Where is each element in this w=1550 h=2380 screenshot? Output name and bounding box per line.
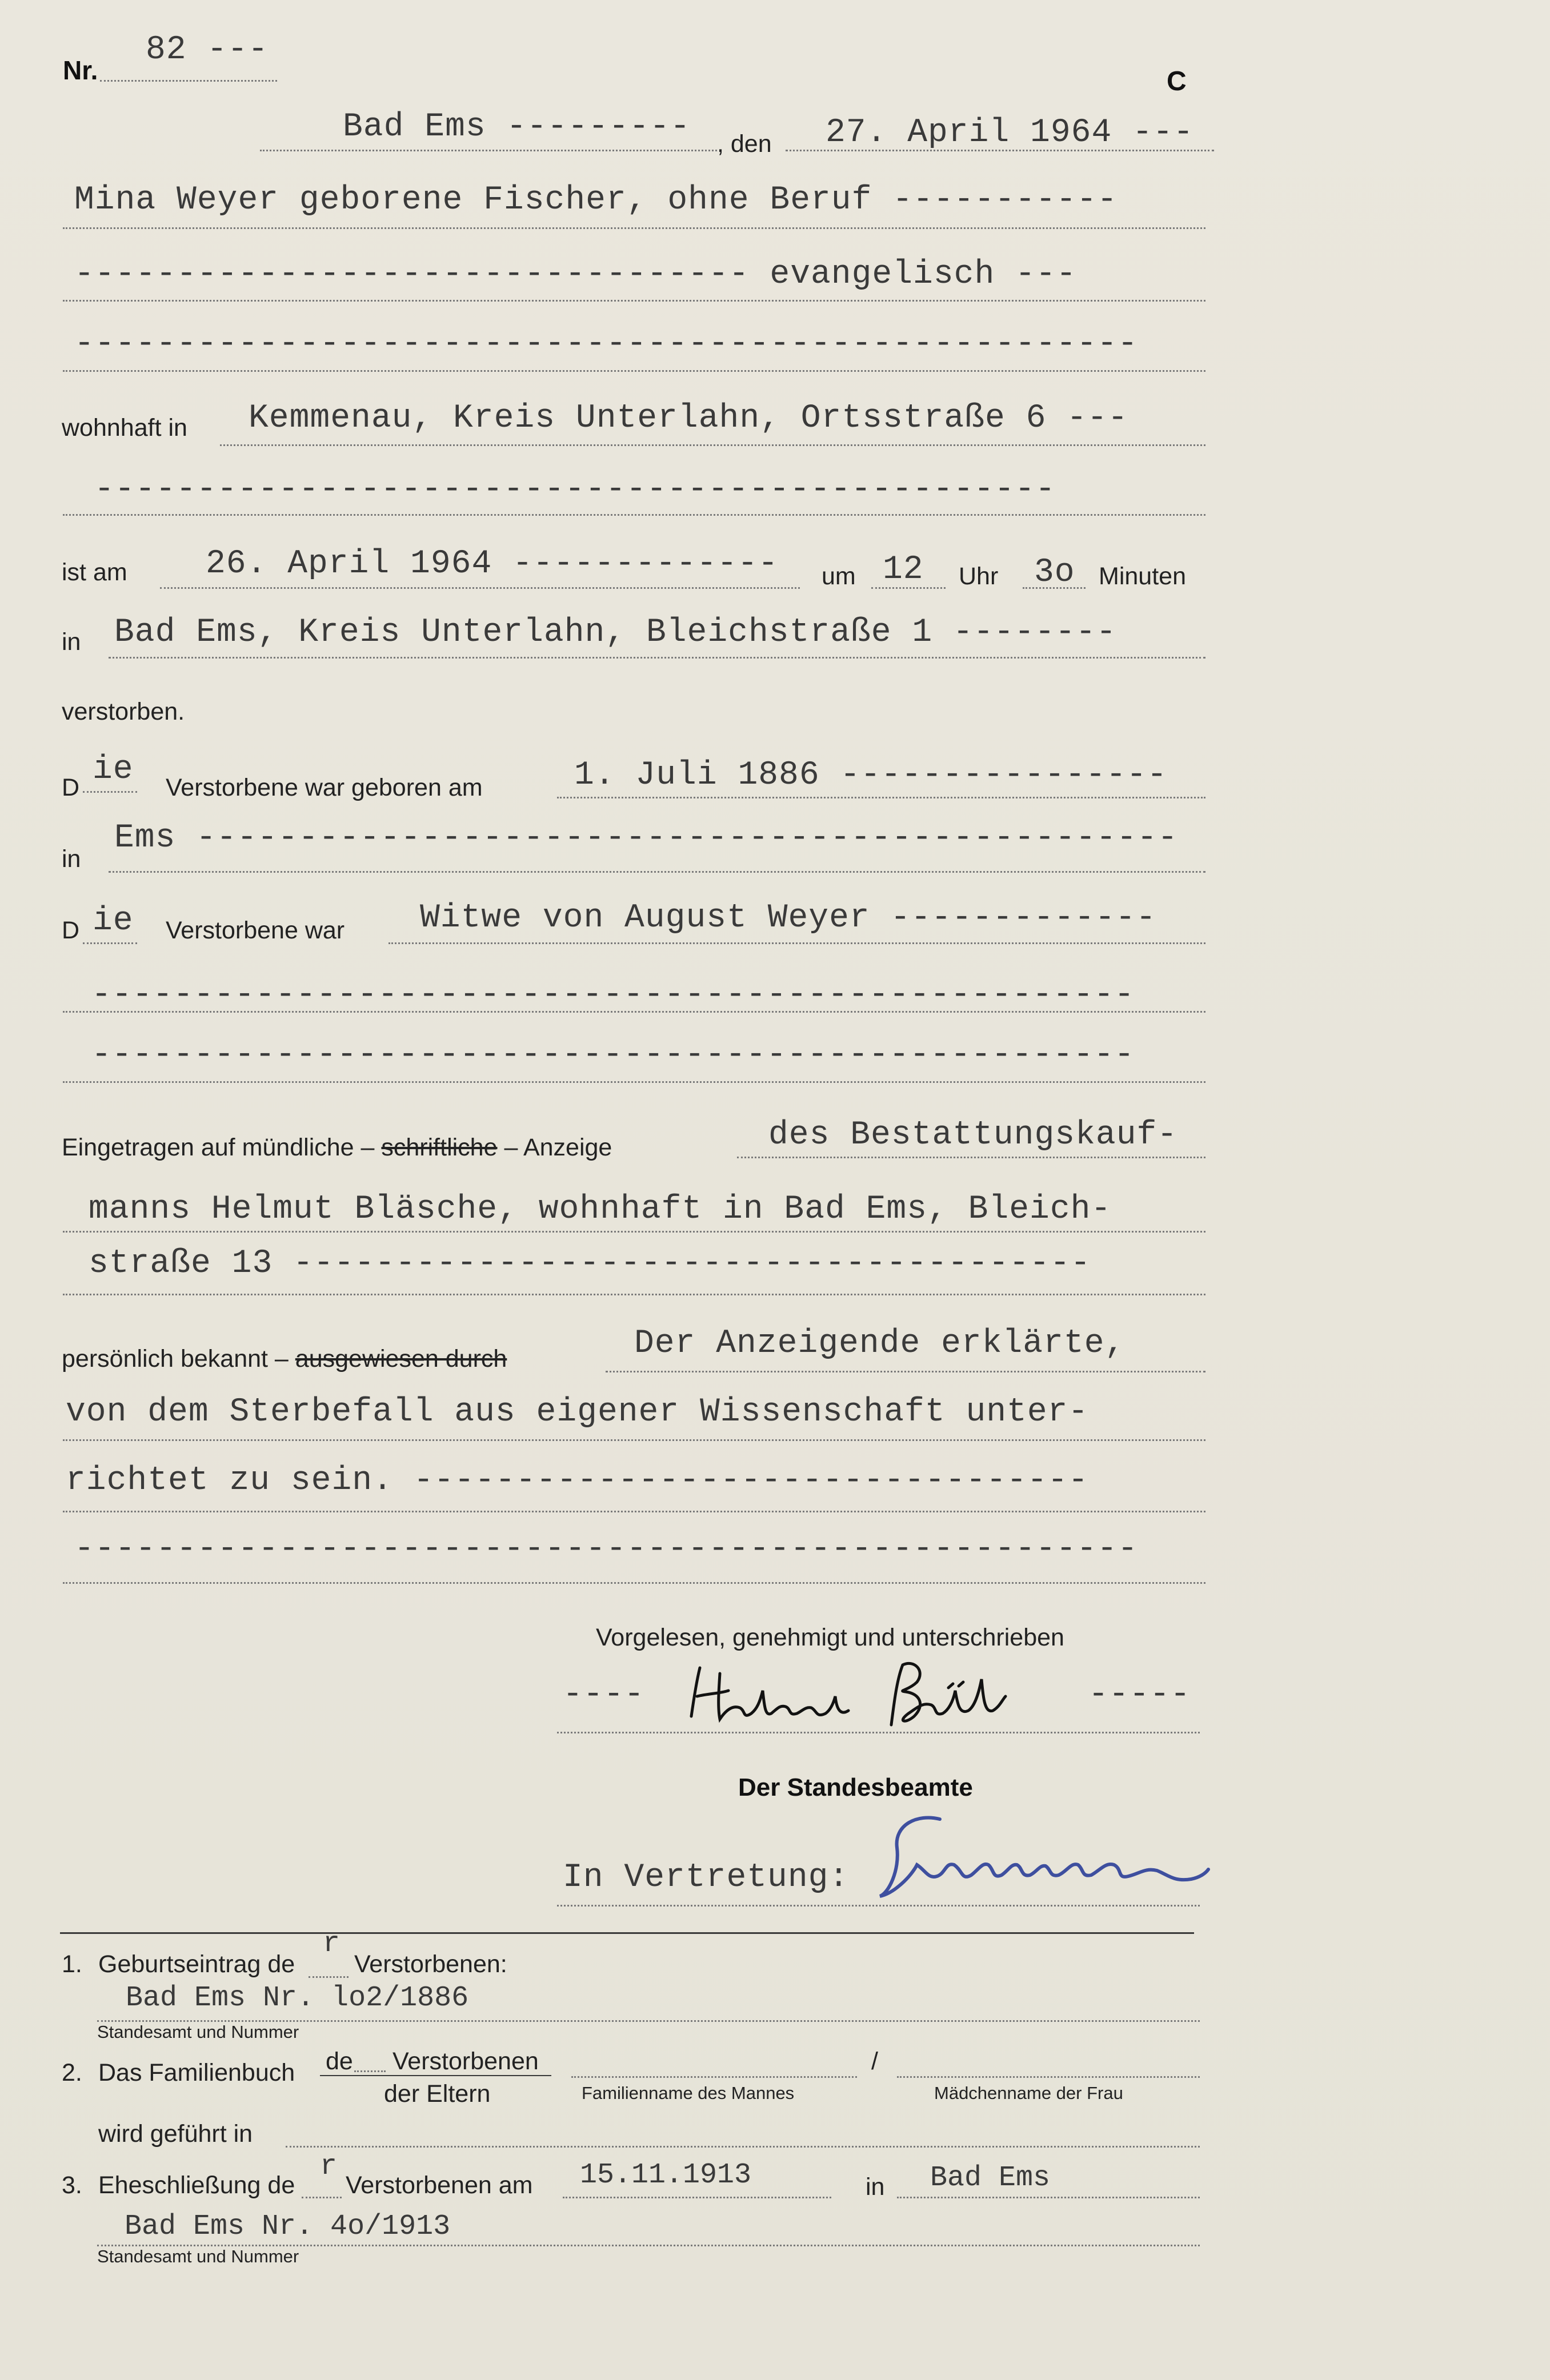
dotted-line	[557, 1905, 1200, 1907]
marital-d-fill: ie	[93, 902, 134, 940]
dotted-line	[897, 2076, 1200, 2078]
death-place-label: in	[62, 628, 81, 656]
registration-label-start: Eingetragen auf mündliche –	[62, 1134, 375, 1161]
de-verstorbenen: Verstorbenen	[392, 2048, 539, 2075]
religion-line: --------------------------------- evangelisch ---	[74, 256, 1077, 293]
dotted-line	[557, 797, 1205, 798]
de-label: de	[326, 2048, 353, 2075]
dotted-line	[63, 1582, 1205, 1584]
dotted-line	[737, 1157, 1205, 1158]
death-minutes: 3o	[1034, 554, 1075, 591]
dotted-line	[63, 370, 1205, 372]
birth-place-label: in	[62, 845, 81, 873]
death-place: Bad Ems, Kreis Unterlahn, Bleichstraße 1 --------	[114, 614, 1117, 651]
den-label: , den	[717, 130, 772, 158]
death-date: 26. April 1964 -------------	[206, 545, 779, 583]
dotted-line	[354, 2070, 386, 2072]
marriage-fill: r	[320, 2150, 338, 2183]
read-approved-label: Vorgelesen, genehmigt und unterschrieben	[596, 1624, 1064, 1651]
deceased-name-line: Mina Weyer geborene Fischer, ohne Beruf -----------	[74, 182, 1118, 219]
dotted-line	[63, 1231, 1205, 1233]
declaration-line-1: Der Anzeigende erklärte,	[634, 1325, 1126, 1362]
marital-filler-1: ---------------------------------------------------	[91, 977, 1135, 1014]
dotted-line	[606, 1371, 1205, 1372]
dotted-line	[63, 1081, 1205, 1083]
place-of-registration: Bad Ems ---------	[343, 109, 691, 146]
nr-label: Nr.	[63, 55, 98, 85]
kept-in-label: wird geführt in	[98, 2120, 253, 2148]
dotted-line	[63, 227, 1205, 229]
marital-status: Witwe von August Weyer -------------	[420, 900, 1157, 937]
residence: Kemmenau, Kreis Unterlahn, Ortsstraße 6 ---	[249, 400, 1128, 437]
footer-rule	[60, 1932, 1194, 1934]
known-struck: ausgewiesen durch	[295, 1345, 507, 1372]
birth-place: Ems ------------------------------------------------	[114, 820, 1178, 857]
birth-text: Verstorbene war geboren am	[166, 774, 483, 801]
dotted-line	[871, 587, 946, 589]
uhr-label: Uhr	[959, 563, 999, 590]
marital-d-label: D	[62, 917, 80, 944]
slash-separator: /	[871, 2048, 878, 2075]
family-book-label: Das Familienbuch	[98, 2059, 295, 2086]
declaration-line-2: von dem Sterbefall aus eigener Wissenschaft unter-	[66, 1394, 1089, 1431]
verstorben-label: verstorben.	[62, 698, 185, 725]
declaration-filler: ----------------------------------------------------	[74, 1531, 1138, 1568]
note-3-number: 3.	[62, 2172, 82, 2199]
dotted-line	[557, 1732, 1200, 1733]
birth-date: 1. Juli 1886 ----------------	[574, 757, 1168, 794]
maiden-name-label: Mädchenname der Frau	[934, 2083, 1123, 2103]
birth-entry-fill: r	[323, 1928, 341, 1960]
minuten-label: Minuten	[1099, 563, 1186, 590]
deputy-label: In Vertretung:	[563, 1859, 850, 1896]
informant-line-1: des Bestattungskauf-	[768, 1117, 1178, 1154]
office-number-label: Standesamt und Nummer	[97, 2022, 299, 2042]
dotted-line	[83, 942, 137, 944]
dotted-line	[63, 1294, 1205, 1295]
marriage-label-end: Verstorbenen am	[346, 2172, 533, 2199]
official-title: Der Standesbeamte	[738, 1773, 973, 1801]
husband-surname-label: Familienname des Mannes	[582, 2083, 795, 2103]
fraction-rule	[320, 2075, 551, 2076]
office-number-label-2: Standesamt und Nummer	[97, 2246, 299, 2266]
note-2-number: 2.	[62, 2059, 82, 2086]
dotted-line	[63, 300, 1205, 302]
registration-struck: schriftliche	[381, 1134, 498, 1161]
informant-line-2: manns Helmut Bläsche, wohnhaft in Bad Ems, Bleich-	[89, 1191, 1112, 1228]
marriage-place: Bad Ems	[930, 2162, 1051, 2194]
der-eltern-label: der Eltern	[384, 2080, 491, 2108]
dotted-line	[388, 942, 1205, 944]
series-letter: C	[1167, 66, 1187, 97]
birth-entry-label: Geburtseintrag de	[98, 1950, 295, 1978]
signature-right-dashes: -----	[1088, 1676, 1191, 1713]
dotted-line	[1023, 587, 1086, 589]
registration-label	[62, 1134, 612, 1162]
dotted-line	[302, 2197, 342, 2198]
dotted-line	[309, 1976, 349, 1978]
entry-number: 82 ---	[146, 31, 269, 69]
dotted-line	[83, 791, 137, 793]
dotted-line	[109, 657, 1205, 659]
birth-entry: Bad Ems Nr. lo2/1886	[126, 1982, 469, 2014]
dotted-line	[63, 1511, 1205, 1512]
ist-am-label: ist am	[62, 559, 127, 586]
marriage-entry: Bad Ems Nr. 4o/1913	[125, 2210, 451, 2243]
birth-entry-label-end: Verstorbenen:	[354, 1950, 507, 1978]
dotted-line	[109, 871, 1205, 873]
dotted-line	[286, 2146, 1200, 2148]
dotted-line	[220, 444, 1205, 446]
signature-left-dashes: ----	[563, 1676, 645, 1713]
known-label-text: persönlich bekannt –	[62, 1345, 289, 1372]
declaration-line-3: richtet zu sein. ---------------------------------	[66, 1462, 1089, 1499]
known-label	[62, 1345, 507, 1373]
residence-filler: -----------------------------------------------	[94, 471, 1056, 508]
death-hour: 12	[883, 551, 924, 588]
dotted-line	[563, 2197, 831, 2198]
place-line	[260, 150, 717, 151]
dotted-line	[160, 587, 800, 589]
registration-date: 27. April 1964 ---	[826, 114, 1194, 151]
note-1-number: 1.	[62, 1950, 82, 1978]
dotted-line	[63, 1011, 1205, 1013]
marital-filler-2: ---------------------------------------------------	[91, 1037, 1135, 1074]
birth-d-fill: ie	[93, 751, 134, 788]
birth-d-label: D	[62, 774, 80, 801]
um-label: um	[822, 563, 856, 590]
registration-label-end: – Anzeige	[504, 1134, 612, 1161]
informant-line-3: straße 13 ---------------------------------------	[89, 1245, 1091, 1282]
dotted-line	[63, 514, 1205, 516]
entry-number-line	[100, 80, 277, 82]
date-line	[786, 150, 1214, 151]
residence-label: wohnhaft in	[62, 414, 187, 442]
dotted-line	[63, 1439, 1205, 1441]
filler-line: ----------------------------------------------------	[74, 326, 1138, 363]
informant-signature	[680, 1656, 1057, 1742]
marital-text: Verstorbene war	[166, 917, 345, 944]
marriage-label: Eheschließung de	[98, 2172, 295, 2199]
dotted-line	[571, 2076, 857, 2078]
marriage-in-label: in	[866, 2173, 885, 2201]
official-signature	[871, 1808, 1214, 1908]
marriage-date: 15.11.1913	[580, 2159, 752, 2192]
dotted-line	[897, 2197, 1200, 2198]
